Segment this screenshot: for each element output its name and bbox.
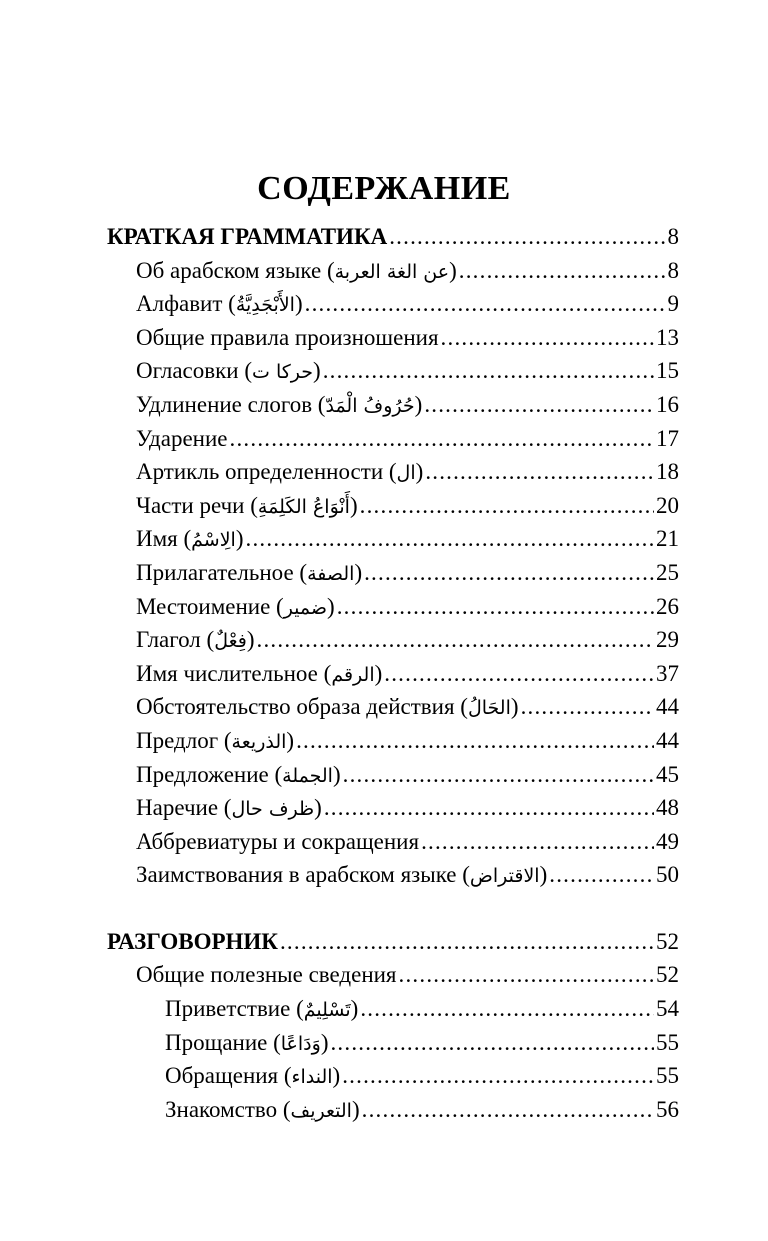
arabic-term: الرقم	[331, 663, 375, 686]
toc-entry-label: Глагол (فِعْلٌ)	[136, 627, 255, 653]
toc-entry-label: Огласовки (حركا ت)	[136, 358, 321, 384]
toc-page-number: 8	[667, 224, 679, 249]
toc-entry-label: Приветствие (تَسْلِيمٌ)	[165, 996, 359, 1022]
dot-leader	[330, 1026, 654, 1060]
toc-entry-about-arabic[interactable]	[107, 254, 679, 288]
toc-entry-syllable-lengthening[interactable]	[107, 388, 679, 422]
toc-entry-greeting[interactable]	[107, 992, 679, 1026]
toc-page-number: 45	[656, 761, 679, 787]
toc-entry-vowel-marks[interactable]	[107, 354, 679, 388]
toc-entry-label: Имя (الِاسْمُ)	[136, 526, 244, 552]
dot-leader	[337, 590, 654, 624]
toc-page-number: 54	[656, 996, 679, 1022]
dot-leader	[459, 254, 666, 288]
arabic-term: التعريف	[290, 1099, 352, 1122]
toc-entry-preposition[interactable]	[107, 724, 679, 758]
toc-page-number: 55	[656, 1063, 679, 1089]
toc-entry-label: Артикль определенности (ال)	[136, 459, 424, 485]
toc-entry-parts-of-speech[interactable]	[107, 489, 679, 523]
toc-page-number: 44	[656, 694, 679, 720]
dot-leader	[360, 489, 654, 523]
arabic-term: تَسْلِيمٌ	[303, 999, 351, 1022]
dot-leader	[362, 1093, 654, 1127]
toc-entry-label: Обстоятельство образа действия (الحَالُ)	[136, 694, 519, 720]
toc-entry-label: Наречие (ظرف حال)	[136, 795, 322, 821]
arabic-term: وَدَاعًا	[280, 1032, 321, 1055]
dot-leader	[230, 422, 654, 456]
arabic-term: الِاسْمُ	[191, 529, 236, 552]
toc-entry-label: Алфавит (الأَبْجَدِيَّةُ)	[136, 291, 303, 317]
arabic-term: النداء	[291, 1066, 333, 1089]
dot-leader	[384, 657, 654, 691]
toc-entry-adverbial-of-manner[interactable]	[107, 690, 679, 724]
toc-entry-verb[interactable]	[107, 623, 679, 657]
dot-leader	[360, 992, 654, 1026]
toc-page-number: 56	[656, 1096, 679, 1122]
arabic-term: الصفة	[307, 562, 355, 585]
dot-leader	[364, 556, 654, 590]
toc-entry-sentence[interactable]	[107, 758, 679, 792]
arabic-term: ظرف حال	[231, 798, 315, 821]
toc-page-number: 50	[656, 862, 679, 888]
dot-leader	[389, 220, 665, 254]
toc-page-number: 52	[656, 928, 679, 954]
toc-entry-label: Предложение (الجملة)	[136, 761, 341, 787]
toc-entry-label: Удлинение слогов (حُرُوفُ الْمَدّ)	[136, 391, 423, 417]
dot-leader	[521, 690, 654, 724]
dot-leader	[324, 791, 654, 825]
toc-entry-alphabet[interactable]	[107, 287, 679, 321]
dot-leader	[280, 925, 654, 959]
dot-leader	[424, 388, 654, 422]
toc-entry-label: Предлог (الذريعة)	[136, 727, 295, 753]
dot-leader	[441, 321, 654, 355]
arabic-term: الحَالُ	[467, 697, 511, 720]
dot-leader	[425, 455, 654, 489]
toc-page-number: 25	[656, 559, 679, 585]
toc-entry-label: Знакомство (التعريف)	[165, 1096, 360, 1122]
arabic-term: فِعْلٌ	[214, 630, 247, 653]
dot-leader	[257, 623, 654, 657]
toc-entry-label: Общие правила произношения	[136, 324, 439, 350]
dot-leader	[342, 1059, 654, 1093]
page-title: СОДЕРЖАНИЕ	[257, 169, 511, 207]
toc-entry-label: Общие полезные сведения	[136, 962, 397, 988]
toc-entry-abbreviations[interactable]	[107, 825, 679, 859]
arabic-term: أَنْوَاعُ الكَلِمَةِ	[257, 495, 350, 518]
dot-leader	[305, 287, 666, 321]
toc-entry-label: Имя числительное (الرقم)	[136, 660, 383, 686]
toc-entry-label: Аббревиатуры и сокращения	[136, 828, 420, 854]
toc-page-number: 15	[656, 358, 679, 384]
dot-leader	[323, 354, 654, 388]
toc-entry-pronunciation-rules[interactable]	[107, 321, 679, 355]
toc-entry-stress[interactable]	[107, 422, 679, 456]
arabic-term: الاقتراض	[469, 865, 540, 888]
arabic-term: حُرُوفُ الْمَدّ	[325, 394, 415, 417]
toc-entry-label: КРАТКАЯ ГРАММАТИКА	[107, 224, 388, 249]
arabic-term: الأَبْجَدِيَّةُ	[235, 294, 295, 317]
arabic-term: حركا ت	[252, 361, 314, 384]
toc-page-number: 52	[656, 962, 679, 988]
toc-entry-label: Обращения (النداء)	[165, 1063, 341, 1089]
toc-page-number: 16	[656, 391, 679, 417]
dot-leader	[421, 825, 654, 859]
toc-page-number: 9	[667, 291, 679, 317]
toc-entry-adjective[interactable]	[107, 556, 679, 590]
arabic-term: الجملة	[282, 764, 333, 787]
toc-entry-pronoun[interactable]	[107, 590, 679, 624]
toc-entry-farewell[interactable]	[107, 1026, 679, 1060]
toc-page-number: 18	[656, 459, 679, 485]
toc-page-number: 37	[656, 660, 679, 686]
toc-entry-label: РАЗГОВОРНИК	[107, 928, 278, 954]
toc-page-number: 49	[656, 828, 679, 854]
toc-page-number: 17	[656, 425, 679, 451]
toc-page-number: 8	[667, 257, 679, 283]
toc-entry-general-info[interactable]	[107, 958, 679, 992]
arabic-term: عن الغة العربة	[334, 260, 450, 283]
arabic-term: ال	[396, 462, 416, 485]
toc-entry-label: Об арабском языке (عن الغة العربة)	[136, 257, 457, 283]
dot-leader	[399, 958, 654, 992]
toc-page-number: 48	[656, 795, 679, 821]
toc-page-number: 55	[656, 1029, 679, 1055]
toc-entry-label: Части речи (أَنْوَاعُ الكَلِمَةِ)	[136, 492, 358, 518]
toc-entry-loanwords[interactable]	[107, 858, 679, 892]
dot-leader	[246, 522, 654, 556]
toc-entry-forms-of-address[interactable]	[107, 1059, 679, 1093]
toc-page-number: 44	[656, 727, 679, 753]
toc-entry-label: Местоимение (ضمير)	[136, 593, 335, 619]
toc-page-number: 13	[656, 324, 679, 350]
dot-leader	[343, 758, 654, 792]
toc-entry-brief-grammar[interactable]	[107, 220, 679, 254]
toc-entry-introductions[interactable]	[107, 1093, 679, 1127]
toc-entry-adverb[interactable]	[107, 791, 679, 825]
toc-entry-phrasebook[interactable]	[107, 925, 679, 959]
dot-leader	[549, 858, 654, 892]
arabic-term: الذريعة	[231, 730, 287, 753]
table-of-contents	[107, 220, 679, 1126]
toc-page-number: 26	[656, 593, 679, 619]
toc-entry-label: Прощание (وَدَاعًا)	[165, 1029, 329, 1055]
toc-entry-numeral[interactable]	[107, 657, 679, 691]
toc-entry-label: Заимствования в арабском языке (الاقتراض)	[136, 862, 548, 888]
toc-entry-label: Ударение	[136, 425, 228, 451]
toc-entry-noun[interactable]	[107, 522, 679, 556]
toc-entry-definite-article[interactable]	[107, 455, 679, 489]
arabic-term: ضمير	[283, 596, 328, 619]
toc-page-number: 20	[656, 492, 679, 518]
dot-leader	[296, 724, 654, 758]
toc-entry-label: Прилагательное (الصفة)	[136, 559, 363, 585]
toc-page-number: 21	[656, 526, 679, 552]
toc-page-number: 29	[656, 627, 679, 653]
